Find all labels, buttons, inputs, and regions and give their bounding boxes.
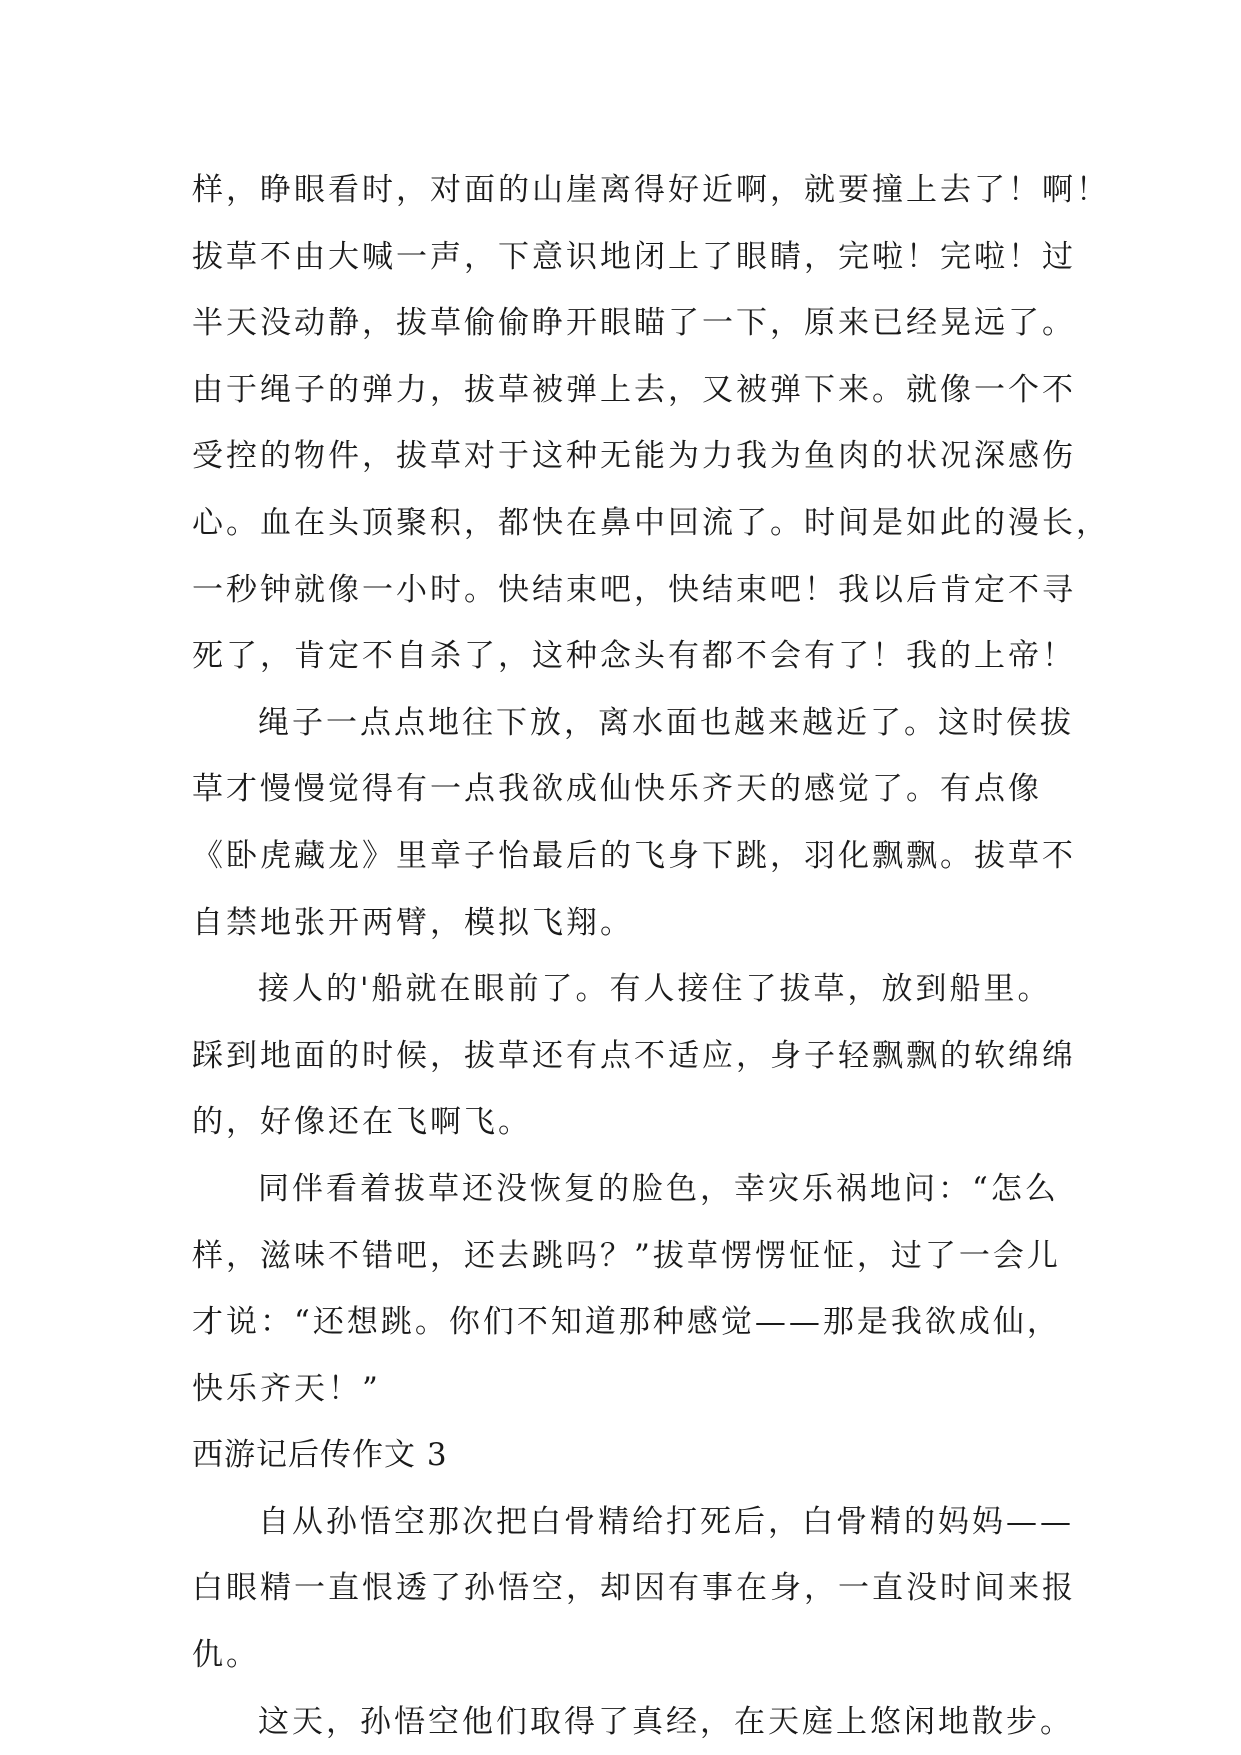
text-line: 半天没动静，拔草偷偷睁开眼瞄了一下，原来已经晃远了。 [192,305,1076,342]
paragraph-start-line: 绳子一点点地往下放，离水面也越来越近了。这时侯拔 [258,704,1074,741]
text-line: 踩到地面的时候，拔草还有点不适应，身子轻飘飘的软绵绵 [192,1037,1076,1074]
paragraph-start-line: 自从孙悟空那次把白骨精给打死后，白骨精的妈妈—— [258,1503,1074,1540]
section-heading: 西游记后传作文 3 [192,1437,448,1474]
text-line: 才说：“还想跳。你们不知道那种感觉——那是我欲成仙， [192,1304,1061,1341]
text-line: 草才慢慢觉得有一点我欲成仙快乐齐天的感觉了。有点像 [192,771,1042,808]
text-line: 拔草不由大喊一声，下意识地闭上了眼睛，完啦！完啦！过 [192,238,1076,275]
text-line: 一秒钟就像一小时。快结束吧，快结束吧！我以后肯定不寻 [192,571,1076,608]
paragraph-start-line: 这天，孙悟空他们取得了真经，在天庭上悠闲地散步。 [258,1703,1074,1740]
text-line: 样，睁眼看时，对面的山崖离得好近啊，就要撞上去了！啊！ [192,172,1110,208]
text-line: 受控的物件，拔草对于这种无能为力我为鱼肉的状况深感伤 [192,438,1076,475]
paragraph-start-line: 同伴看着拔草还没恢复的脸色，幸灾乐祸地问：“怎么 [258,1170,1059,1207]
text-line: 样，滋味不错吧，还去跳吗？”拔草愣愣怔怔，过了一会儿 [192,1237,1061,1274]
document-body [192,157,1110,1755]
text-line: 死了，肯定不自杀了，这种念头有都不会有了！我的上帝！ [192,638,1076,675]
paragraph-start-line: 接人的'船就在眼前了。有人接住了拔草，放到船里。 [258,971,1052,1008]
text-line: 仇。 [192,1637,260,1674]
text-line: 自禁地张开两臂，模拟飞翔。 [192,904,634,941]
text-line: 快乐齐天！” [192,1370,381,1407]
text-line: 的，好像还在飞啊飞。 [192,1104,532,1141]
text-line: 由于绳子的弹力，拔草被弹上去，又被弹下来。就像一个不 [192,371,1076,408]
text-line: 《卧虎藏龙》里章子怡最后的飞身下跳，羽化飘飘。拔草不 [192,837,1076,874]
text-line: 白眼精一直恨透了孙悟空，却因有事在身，一直没时间来报 [192,1570,1076,1607]
text-line: 心。血在头顶聚积，都快在鼻中回流了。时间是如此的漫长， [192,504,1110,541]
